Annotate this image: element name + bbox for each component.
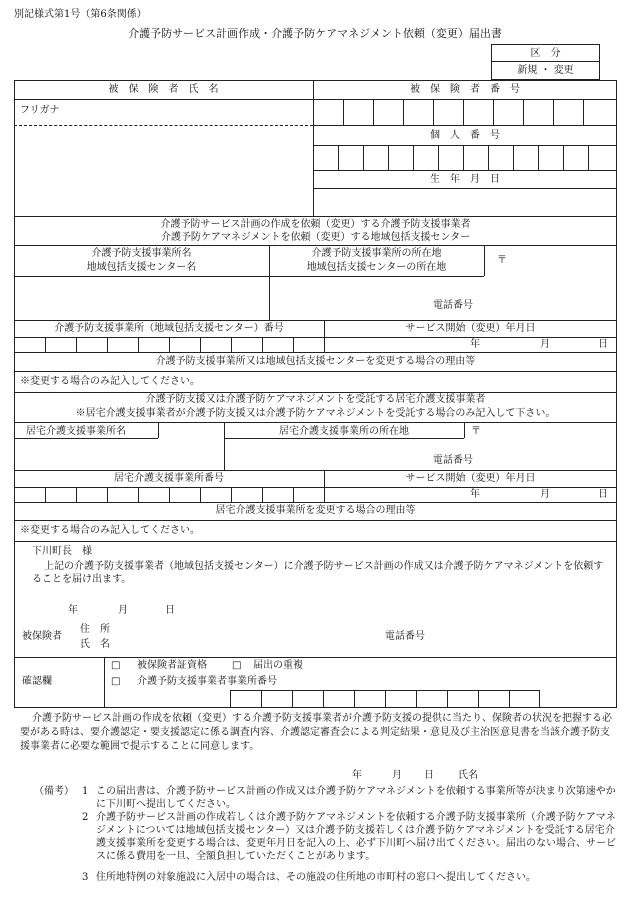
insured-name-label: 被 保 険 者 氏 名 — [108, 84, 219, 95]
addressee: 下川町長 様 — [32, 546, 92, 557]
personal-number-label: 個 人 番 号 — [430, 130, 500, 141]
provider-phone-label: 電話番号 — [433, 300, 473, 311]
care-phone-label: 電話番号 — [433, 455, 473, 466]
care-start-field[interactable] — [326, 488, 614, 502]
care-name-field[interactable] — [16, 440, 221, 468]
confirm-check2-box[interactable]: □ — [232, 660, 242, 671]
provider-postal-field[interactable] — [510, 250, 610, 272]
care-header-2: ※居宅介護支援事業者が介護予防支援又は介護予防ケアマネジメントを受託する場合のみ記入して下さい。 — [75, 408, 556, 419]
care-number-field[interactable] — [14, 488, 324, 502]
consent-day: 日 — [424, 770, 434, 781]
care-addr-label: 居宅介護支援事業所の所在地 — [279, 426, 409, 437]
confirm-label: 確認欄 — [22, 676, 52, 687]
provider-start-field[interactable] — [326, 338, 614, 352]
declaration-month: 月 — [118, 605, 128, 616]
provider-reason-label: 介護予防支援事業所又は地域包括支援センターを変更する場合の理由等 — [155, 356, 476, 367]
furigana-label: フリガナ — [20, 105, 60, 116]
provider-start-label: サービス開始（変更）年月日 — [405, 323, 536, 334]
provider-number-field[interactable] — [14, 338, 324, 352]
care-start-year: 年 — [470, 489, 480, 500]
address-label: 住 所 — [80, 624, 110, 635]
provider-header-2: 介護予防ケアマネジメントを依頼（変更）する地域包括支援センター — [160, 232, 471, 243]
provider-phone-field[interactable] — [490, 298, 612, 316]
provider-addr-label-1: 介護予防支援事業所の所在地 — [311, 248, 442, 259]
care-number-label: 居宅介護支援事業所番号 — [114, 473, 224, 484]
provider-postal-mark: 〒 — [497, 255, 507, 266]
provider-start-month: 月 — [540, 339, 550, 350]
confirm-check2-label: 届出の重複 — [253, 660, 303, 671]
personal-number-field[interactable] — [313, 146, 617, 170]
provider-address-field[interactable] — [272, 278, 612, 296]
applicant-address-name-field[interactable] — [125, 622, 375, 652]
confirm-check1-label: 被保険者証資格 — [137, 660, 207, 671]
birthdate-field[interactable] — [313, 189, 617, 215]
confirm-check3-box[interactable]: □ — [111, 676, 121, 687]
care-postal-mark: 〒 — [471, 426, 481, 437]
birthdate-label: 生 年 月 日 — [430, 174, 500, 185]
insured-number-field[interactable] — [313, 100, 617, 125]
declaration-date-field[interactable] — [30, 603, 180, 619]
note-3-text: 住所地特例の対象施設に入居中の場合は、その施設の住所地の市町村の窓口へ提出してください。 — [96, 872, 536, 883]
confirm-check1-box[interactable]: □ — [111, 660, 121, 671]
form-number: 別記様式第1号（第6条関係） — [14, 9, 147, 20]
declaration-text: 上記の介護予防支援事業者（地域包括支援センター）に介護予防サービス計画の作成又は介護予防ケアマネジメントを依頼することを届け出ます。 — [32, 561, 604, 585]
applicant-phone-field[interactable] — [440, 628, 610, 646]
care-start-day: 日 — [598, 489, 608, 500]
care-header-1: 介護予防支援又は介護予防ケアマネジメントを受託する居宅介護支援事業者 — [145, 394, 486, 405]
note-1-text: この届出書は、介護予防サービス計画の作成又は介護予防ケアマネジメントを依頼する事業所等が決まり次第速やかに下川町へ提出してください。 — [96, 786, 616, 810]
consent-year: 年 — [352, 770, 362, 781]
applicant-phone-label: 電話番号 — [385, 631, 425, 642]
declaration-year: 年 — [68, 605, 78, 616]
provider-name-label-1: 介護予防支援事業所名 — [91, 248, 192, 259]
provider-addr-label-2: 地域包括支援センターの所在地 — [306, 262, 447, 273]
note-3-number: 3 — [82, 872, 89, 883]
provider-start-year: 年 — [470, 339, 480, 350]
consent-month: 月 — [392, 770, 402, 781]
note-2-number: 2 — [82, 812, 89, 823]
note-2-text: 介護予防サービス計画の作成若しくは介護予防ケアマネジメントを依頼する介護予防支援事業所（介護予防ケアマネジメントについては地域包括支援センター）又は介護予防支援若しくは介護予防ケアマネジメントを受託する居宅介護支援事業所を変更する場合は、変更年月日を記入の上、必ず下川町へ届け出てください。届出のない場合、サービスに係る費用を一旦、全額負担していただくことがあります。 — [96, 812, 616, 862]
care-phone-field[interactable] — [490, 453, 612, 468]
insured-name-field[interactable] — [18, 128, 310, 213]
provider-start-day: 日 — [598, 339, 608, 350]
provider-number-label: 介護予防支援事業所（地域包括支援センター）番号 — [54, 323, 284, 334]
kubun-label: 区 分 — [530, 48, 561, 59]
care-postal-field[interactable] — [484, 424, 610, 437]
declaration-day: 日 — [165, 605, 175, 616]
confirm-check3-label: 介護予防支援事業者事業所番号 — [137, 676, 277, 687]
form-title: 介護予防サービス計画作成・介護予防ケアマネジメント依頼（変更）届出書 — [128, 27, 502, 40]
care-reason-field[interactable] — [210, 522, 610, 539]
notes-label: （備考） — [34, 786, 74, 797]
provider-reason-note: ※変更する場合のみ記入してください。 — [20, 376, 200, 387]
furigana-field[interactable] — [80, 101, 310, 123]
insured-number-label: 被 保 険 者 番 号 — [410, 84, 520, 95]
name-label: 氏 名 — [80, 639, 110, 650]
provider-header-1: 介護予防サービス計画の作成を依頼（変更）する介護予防支援事業者 — [160, 219, 471, 230]
insured-label: 被保険者 — [22, 631, 62, 642]
note-1-number: 1 — [82, 786, 89, 797]
care-name-label: 居宅介護支援事業所名 — [26, 426, 126, 437]
provider-name-label-2: 地域包括支援センター名 — [86, 262, 197, 273]
provider-reason-field[interactable] — [210, 373, 610, 390]
kubun-value[interactable]: 新規 ・ 変更 — [517, 65, 574, 76]
consent-name-label: 氏名 — [458, 770, 478, 781]
care-reason-note: ※変更する場合のみ記入してください。 — [20, 525, 200, 536]
consent-text: 介護予防サービス計画の作成を依頼（変更）する介護予防支援事業者が介護予防支援の提供に当たり、保険者の状況を把握する必要がある時は、要介護認定・要支援認定に係る調査内容、介護認定審査会による判定結果・意見及び主治医意見書を当該介護予防支援事業者に必要な範囲で提示することに同意します。 — [20, 713, 612, 752]
provider-name-field[interactable] — [16, 278, 266, 318]
consent-sign-field[interactable] — [340, 768, 610, 784]
care-start-month: 月 — [540, 489, 550, 500]
care-reason-label: 居宅介護支援事業所を変更する場合の理由等 — [215, 505, 416, 516]
care-start-label: サービス開始（変更）年月日 — [405, 473, 536, 484]
